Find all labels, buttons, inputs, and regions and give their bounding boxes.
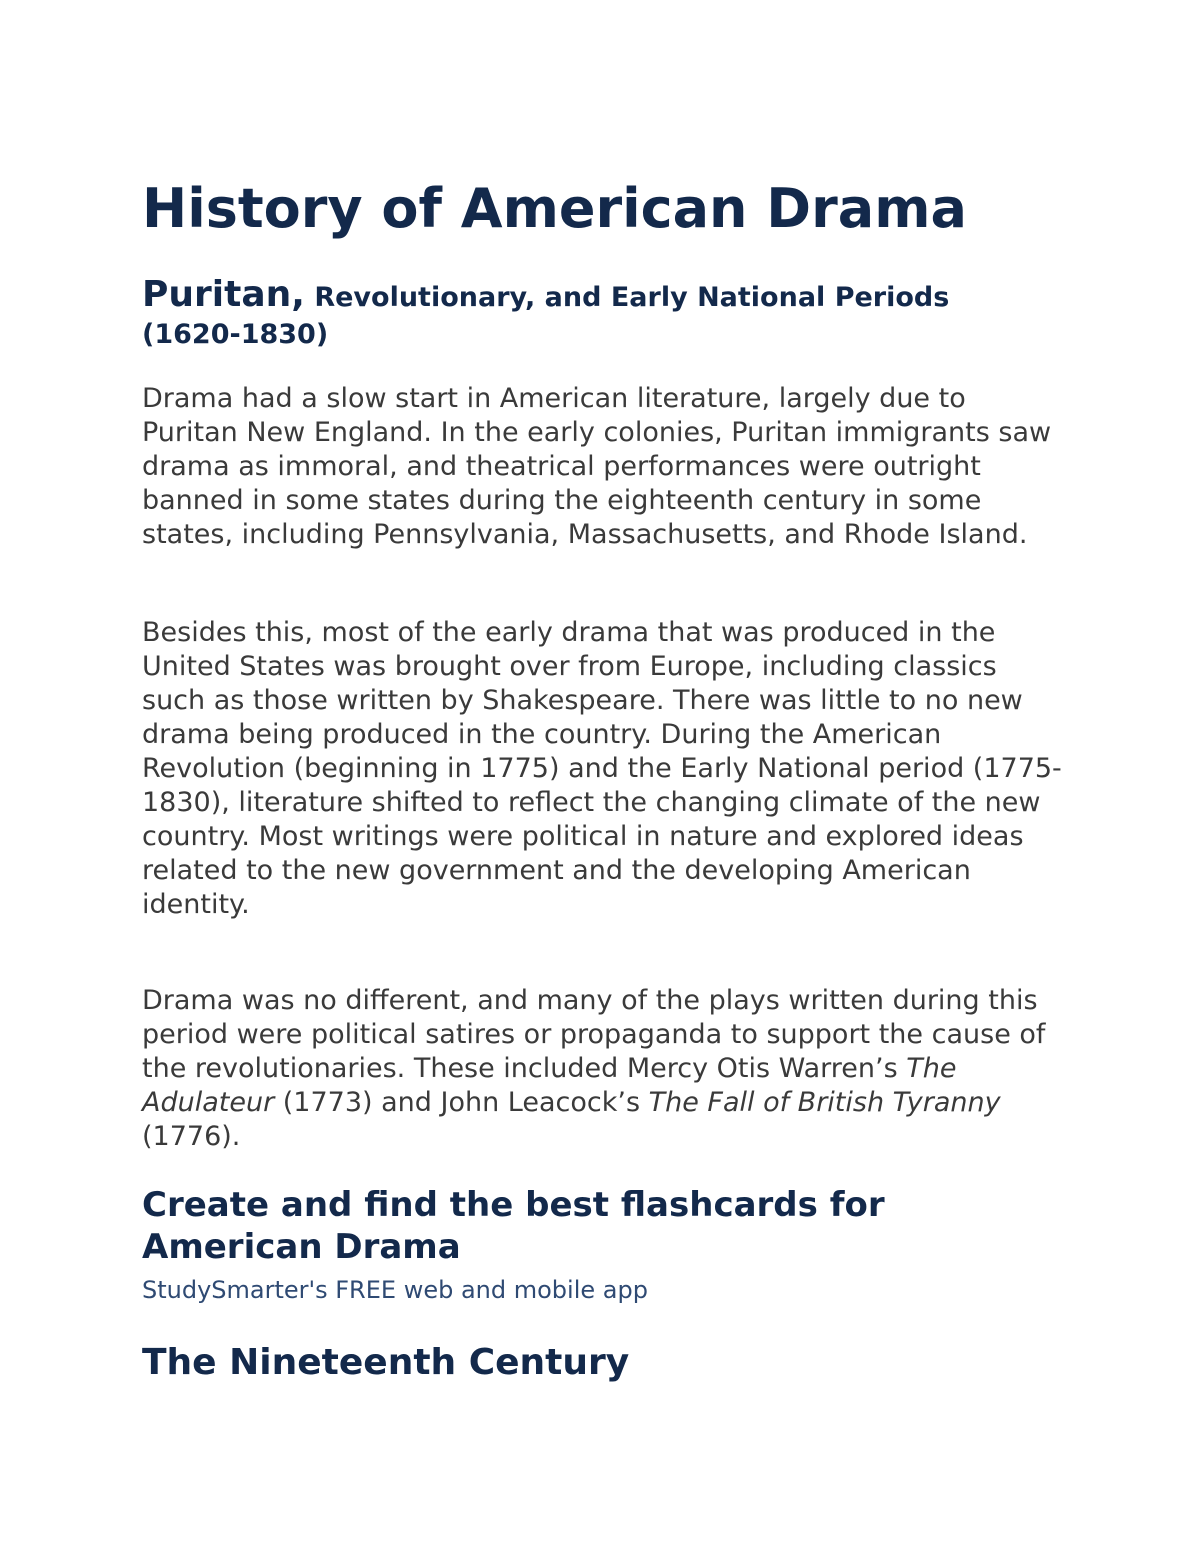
- section-heading-years: (1620-1830): [142, 319, 329, 350]
- page-title: History of American Drama: [142, 177, 967, 240]
- paragraph-text: (1776).: [142, 1121, 241, 1152]
- paragraph-text: (1773) and John Leacock’s: [274, 1087, 649, 1118]
- play-title-fall-of-british-tyranny: The Fall of British Tyranny: [648, 1087, 1001, 1118]
- flashcards-cta-subtext: StudySmarter's FREE web and mobile app: [142, 1276, 648, 1304]
- paragraph-puritan-ban: Drama had a slow start in American literature, largely due to Puritan New England. In the early colonies, Puritan immigrants saw drama as immoral, and theatrical performances were outright banned in some states during the eighteenth century in some states, including Pennsylvania, Massachusetts, and Rhode Island.: [142, 383, 1052, 550]
- paragraph-european-drama: Besides this, most of the early drama that was produced in the United States was brought over from Europe, including classics such as those written by Shakespeare. There was little to no new drama being produced in the country. During the American Revolution (beginning in 1775) and the Early National period (1775-1830), literature shifted to reflect the changing climate of the new country. Most writings were political in nature and explored ideas related to the new government and the developing American identity.: [142, 617, 1062, 920]
- play-title-adulateur: The Adulateur: [142, 1053, 957, 1118]
- paragraph-political-plays: [142, 984, 1062, 1154]
- section-heading-rest: Revolutionary, and Early National Periods: [304, 282, 950, 313]
- flashcards-cta-heading: Create and find the best flashcards for American Drama: [142, 1185, 885, 1267]
- section-heading-lead: Puritan,: [142, 274, 305, 315]
- paragraph-text: Drama was no different, and many of the plays written during this period were political satires or propaganda to support the cause of the revolutionaries. These included Mercy Otis Warren’s: [142, 985, 1046, 1084]
- section-heading-puritan: [142, 276, 1062, 353]
- section-heading-nineteenth-century: The Nineteenth Century: [142, 1342, 630, 1383]
